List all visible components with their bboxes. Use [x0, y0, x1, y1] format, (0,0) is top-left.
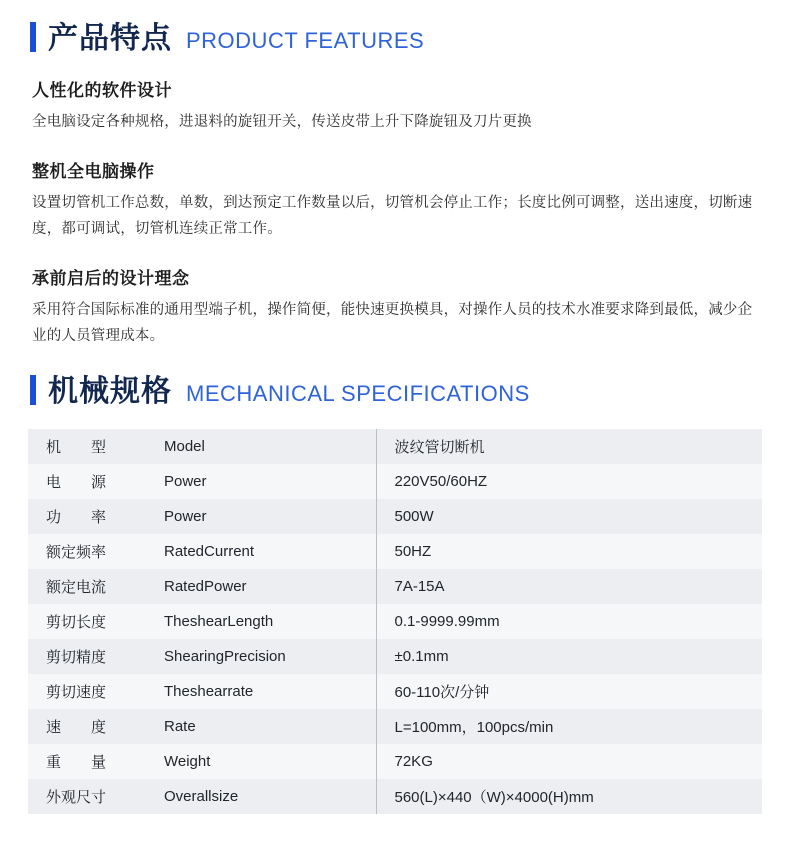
spec-label-cn: 剪切速度	[46, 683, 107, 701]
spec-value: L=100mm，100pcs/min	[394, 718, 554, 736]
spec-label-cn: 功 率	[46, 508, 107, 526]
spec-label-en: Overallsize	[146, 779, 376, 814]
spec-value: 50HZ	[394, 542, 432, 560]
feature-item	[32, 157, 758, 242]
specs-heading-cn: 机械规格	[48, 374, 172, 408]
mechanical-specifications-heading	[0, 371, 790, 407]
accent-bar-icon	[30, 375, 36, 405]
spec-label-en: Rate	[146, 709, 376, 744]
feature-item	[32, 264, 758, 349]
spec-label-en: Model	[146, 429, 376, 464]
spec-value: 60-110次/分钟	[394, 683, 490, 701]
spec-label-en: Theshearrate	[146, 674, 376, 709]
table-row	[28, 639, 762, 674]
accent-bar-icon	[30, 22, 36, 52]
table-row	[28, 674, 762, 709]
feature-text: 设置切管机工作总数，单数，到达预定工作数量以后，切管机会停止工作；长度比例可调整，送出速度，切断速度，都可调试，切管机连续正常工作。	[32, 195, 753, 237]
spec-label-cn: 速 度	[46, 718, 107, 736]
spec-label-cn: 额定电流	[46, 578, 107, 596]
spec-value: 0.1-9999.99mm	[394, 612, 500, 630]
spec-label-en: Weight	[146, 744, 376, 779]
spec-value: 72KG	[394, 752, 433, 770]
spec-label-cn: 剪切精度	[46, 648, 107, 666]
table-row	[28, 534, 762, 569]
feature-title: 承前启后的设计理念	[32, 269, 190, 289]
spec-label-en: TheshearLength	[146, 604, 376, 639]
table-row	[28, 464, 762, 499]
product-features-heading-en: PRODUCT FEATURES	[186, 28, 425, 53]
spec-label-en: ShearingPrecision	[146, 639, 376, 674]
feature-item	[32, 76, 758, 135]
spec-value: 7A-15A	[394, 577, 445, 595]
table-row	[28, 604, 762, 639]
spec-label-en: RatedCurrent	[146, 534, 376, 569]
feature-text: 全电脑设定各种规格，进退料的旋钮开关，传送皮带上升下降旋钮及刀片更换	[32, 114, 532, 130]
spec-label-cn: 机 型	[46, 438, 107, 456]
feature-title: 整机全电脑操作	[32, 162, 155, 182]
table-row	[28, 429, 762, 464]
specs-heading-en: MECHANICAL SPECIFICATIONS	[186, 380, 530, 406]
spec-label-en: Power	[146, 499, 376, 534]
feature-text: 采用符合国际标准的通用型端子机，操作简便，能快速更换模具，对操作人员的技术水准要求降到最低，减少企业的人员管理成本。	[32, 302, 753, 344]
spec-label-en: RatedPower	[146, 569, 376, 604]
table-row	[28, 709, 762, 744]
table-row	[28, 744, 762, 779]
spec-value: 500W	[394, 507, 434, 525]
product-features-list	[0, 54, 790, 349]
spec-value: 560(L)×440（W)×4000(H)mm	[394, 788, 594, 806]
spec-label-cn: 电 源	[46, 473, 107, 491]
product-features-heading-cn: 产品特点	[48, 22, 172, 55]
spec-label-en: Power	[146, 464, 376, 499]
product-features-heading	[0, 0, 790, 54]
spec-value: 220V50/60HZ	[394, 472, 488, 490]
table-row	[28, 779, 762, 814]
specifications-table	[28, 429, 762, 814]
table-row	[28, 499, 762, 534]
spec-label-cn: 外观尺寸	[46, 788, 107, 806]
spec-label-cn: 剪切长度	[46, 613, 107, 631]
feature-title: 人性化的软件设计	[32, 81, 172, 100]
table-row	[28, 569, 762, 604]
spec-label-cn: 重 量	[46, 753, 107, 771]
spec-label-cn: 额定频率	[46, 543, 107, 561]
spec-value: 波纹管切断机	[394, 438, 485, 456]
spec-value: ±0.1mm	[394, 647, 449, 665]
